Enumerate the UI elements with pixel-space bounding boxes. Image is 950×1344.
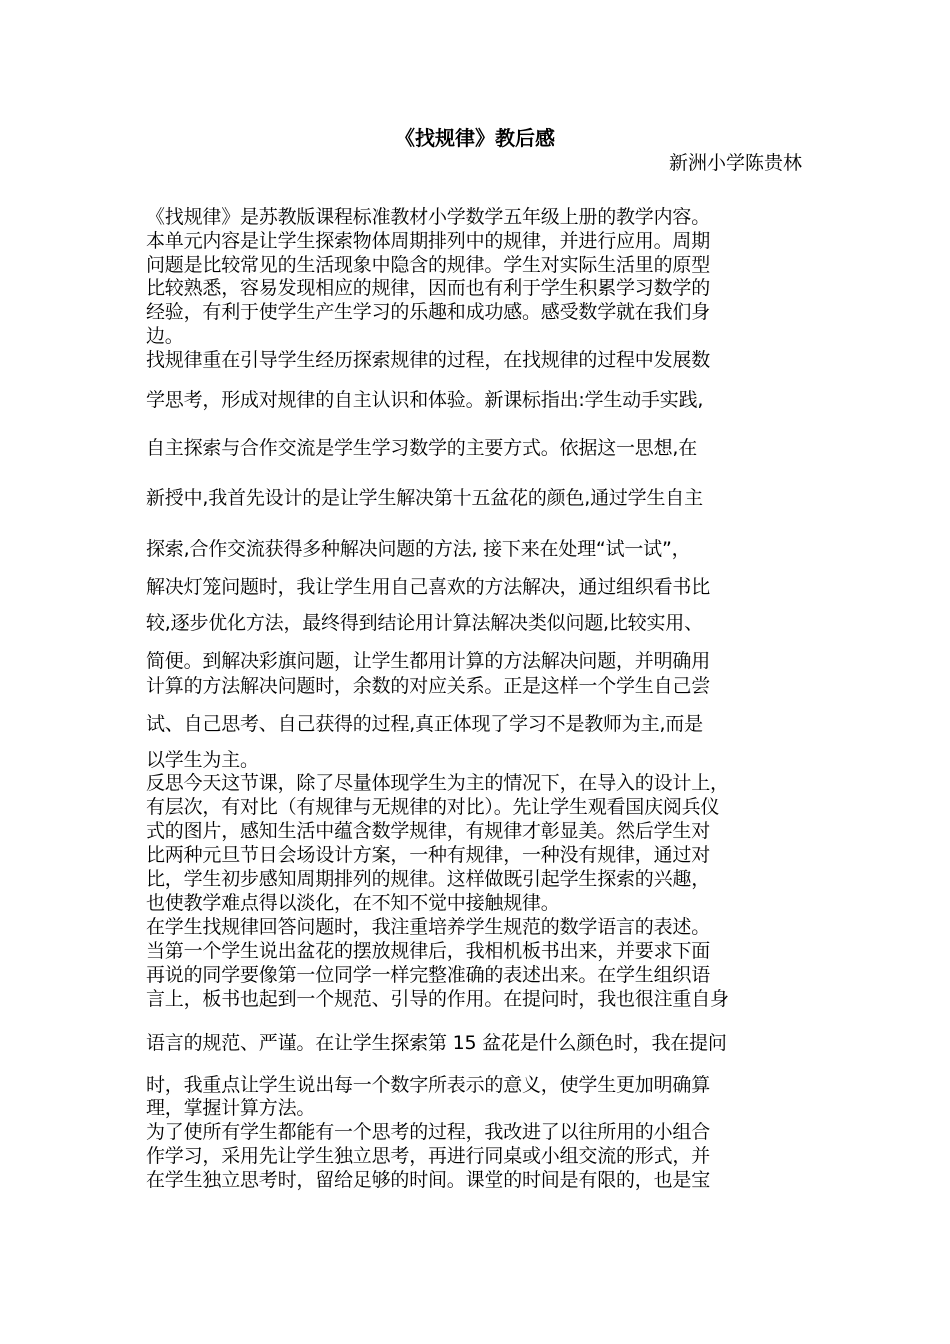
text-line: 再说的同学要像第一位同学一样完整准确的表述出来。在学生组织语 <box>146 964 711 986</box>
text-line: 试、自己思考、自己获得的过程,真正体现了学习不是教师为主,而是 <box>146 713 703 735</box>
text-line: 式的图片，感知生活中蕴含数学规律，有规律才彰显美。然后学生对 <box>146 820 711 842</box>
text-line: 当第一个学生说出盆花的摆放规律后，我相机板书出来，并要求下面 <box>146 940 711 962</box>
text-line: 语言的规范、严谨。在让学生探索第 15 盆花是什么颜色时，我在提问 <box>146 1032 727 1054</box>
text-line: 解决灯笼问题时，我让学生用自己喜欢的方法解决，通过组织看书比 <box>146 576 711 598</box>
text-line: 学思考，形成对规律的自主认识和体验。新课标指出:学生动手实践, <box>146 389 704 411</box>
text-line: 为了使所有学生都能有一个思考的过程，我改进了以往所用的小组合 <box>146 1121 711 1143</box>
text-line: 新授中,我首先设计的是让学生解决第十五盆花的颜色,通过学生自主 <box>146 487 703 509</box>
text-line: 也使教学难点得以淡化，在不知不觉中接触规律。 <box>146 892 560 914</box>
text-line: 经验，有利于使学生产生学习的乐趣和成功感。感受数学就在我们身 <box>146 301 711 323</box>
text-line: 以学生为主。 <box>146 749 259 771</box>
text-line: 反思今天这节课，除了尽量体现学生为主的情况下，在导入的设计上， <box>146 772 729 794</box>
text-line: 比，学生初步感知周期排列的规律。这样做既引起学生探索的兴趣， <box>146 868 711 890</box>
text-line: 理，掌握计算方法。 <box>146 1097 316 1119</box>
text-line: 比较熟悉，容易发现相应的规律，因而也有利于学生积累学习数学的 <box>146 277 711 299</box>
text-line: 简便。到解决彩旗问题，让学生都用计算的方法解决问题，并明确用 <box>146 650 711 672</box>
text-line: 有层次，有对比（有规律与无规律的对比）。先让学生观看国庆阅兵仪 <box>146 796 720 818</box>
text-line: 本单元内容是让学生探索物体周期排列中的规律，并进行应用。周期 <box>146 230 711 252</box>
text-line: 在学生找规律回答问题时，我注重培养学生规范的数学语言的表述。 <box>146 916 711 938</box>
text-line: 时，我重点让学生说出每一个数字所表示的意义，使学生更加明确算 <box>146 1074 711 1096</box>
text-line: 探索,合作交流获得多种解决问题的方法, 接下来在处理“试一试”， <box>146 538 691 560</box>
document-title: 《找规律》教后感 <box>395 126 555 150</box>
text-line: 比两种元旦节日会场设计方案，一种有规律，一种没有规律，通过对 <box>146 844 711 866</box>
text-line: 自主探索与合作交流是学生学习数学的主要方式。依据这一思想,在 <box>146 437 698 459</box>
text-line: 较,逐步优化方法，最终得到结论用计算法解决类似问题,比较实用、 <box>146 612 703 634</box>
text-line: 边。 <box>146 325 184 347</box>
text-line: 找规律重在引导学生经历探索规律的过程，在找规律的过程中发展数 <box>146 349 711 371</box>
text-line: 《找规律》是苏教版课程标准教材小学数学五年级上册的教学内容。 <box>146 206 711 228</box>
text-line: 问题是比较常见的生活现象中隐含的规律。学生对实际生活里的原型 <box>146 254 711 276</box>
text-line: 计算的方法解决问题时，余数的对应关系。正是这样一个学生自己尝 <box>146 675 711 697</box>
document-author: 新洲小学陈贵林 <box>668 152 802 174</box>
text-line: 在学生独立思考时，留给足够的时间。课堂的时间是有限的，也是宝 <box>146 1169 711 1191</box>
text-line: 言上，板书也起到一个规范、引导的作用。在提问时，我也很注重自身 <box>146 988 729 1010</box>
text-line: 作学习，采用先让学生独立思考，再进行同桌或小组交流的形式，并 <box>146 1145 711 1167</box>
